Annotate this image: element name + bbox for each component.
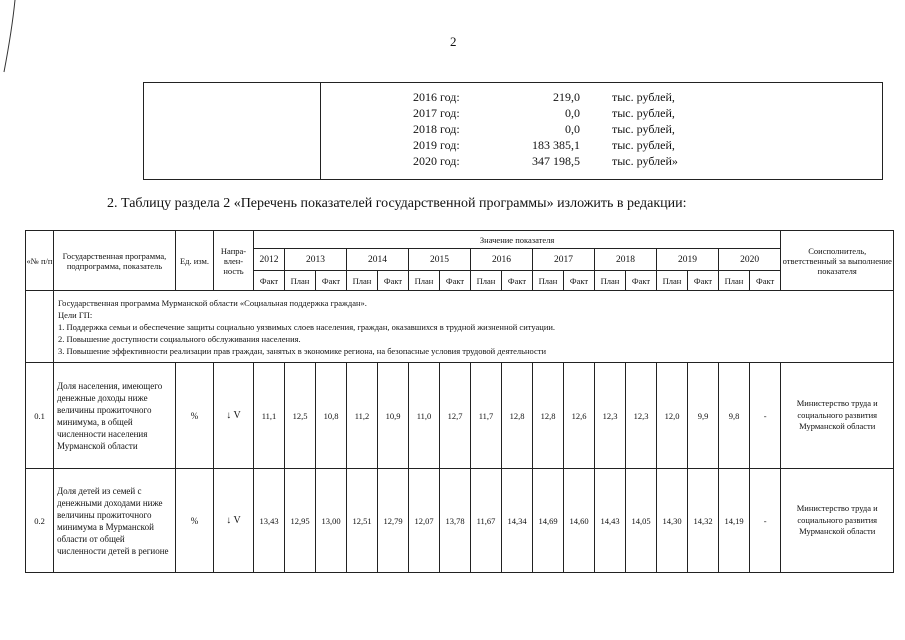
row-executor: Министерство труда и социального развития Мурманской области <box>781 363 894 469</box>
year-header: 2013 <box>285 249 347 271</box>
plan-header: План <box>595 271 626 291</box>
plan-header: План <box>471 271 502 291</box>
value-cell: 11,67 <box>471 469 502 573</box>
budget-line <box>413 121 882 137</box>
value-cell: 14,69 <box>533 469 564 573</box>
program-block <box>54 291 894 363</box>
direction-arrow-icon: ↓ V <box>214 363 254 469</box>
budget-empty-cell <box>144 83 321 180</box>
value-cell: - <box>750 363 781 469</box>
budget-line <box>413 137 882 153</box>
fact-header: Факт <box>688 271 719 291</box>
value-cell: 11,7 <box>471 363 502 469</box>
value-cell: 14,30 <box>657 469 688 573</box>
budget-line <box>413 89 882 105</box>
budget-unit: тыс. рублей, <box>612 122 675 136</box>
program-goal: 3. Повышение эффективности реализации прав граждан, занятых в экономике региона, на безопасные условия трудовой деятельности <box>58 345 547 356</box>
header-direction: Напра-влен-ность <box>214 231 254 291</box>
direction-arrow-icon: ↓ V <box>214 469 254 573</box>
value-cell: 12,7 <box>440 363 471 469</box>
value-cell: 13,00 <box>316 469 347 573</box>
budget-values-cell <box>321 83 883 180</box>
header-name: Государственная программа, подпрограмма, показатель <box>54 231 176 291</box>
fact-header: Факт <box>378 271 409 291</box>
value-cell: 12,51 <box>347 469 378 573</box>
budget-year: 2020 год: <box>413 154 460 168</box>
value-cell: 12,07 <box>409 469 440 573</box>
budget-line <box>413 105 882 121</box>
value-cell: 13,43 <box>254 469 285 573</box>
program-goal: 2. Повышение доступности социального обслуживания населения. <box>58 333 301 344</box>
value-cell: 12,79 <box>378 469 409 573</box>
budget-year: 2019 год: <box>413 138 460 152</box>
fact-header: Факт <box>502 271 533 291</box>
value-cell: 13,78 <box>440 469 471 573</box>
budget-value: 0,0 <box>565 106 580 120</box>
plan-header: План <box>657 271 688 291</box>
row-name: Доля населения, имеющего денежные доходы ниже величины прожиточного минимума, в общей численности населения Мурманской области <box>54 363 176 469</box>
year-header: 2020 <box>719 249 781 271</box>
plan-header: План <box>533 271 564 291</box>
program-goals-label: Цели ГП: <box>58 309 93 320</box>
budget-year: 2016 год: <box>413 90 460 104</box>
value-cell: 11,0 <box>409 363 440 469</box>
value-cell: 9,9 <box>688 363 719 469</box>
value-cell: 12,8 <box>502 363 533 469</box>
value-cell: 12,3 <box>626 363 657 469</box>
fact-header: Факт <box>254 271 285 291</box>
row-executor: Министерство труда и социального развития Мурманской области <box>781 469 894 573</box>
value-cell: - <box>750 469 781 573</box>
value-cell: 12,5 <box>285 363 316 469</box>
year-header: 2014 <box>347 249 409 271</box>
value-cell: 12,3 <box>595 363 626 469</box>
fact-header: Факт <box>564 271 595 291</box>
budget-value: 219,0 <box>553 90 580 104</box>
year-header: 2018 <box>595 249 657 271</box>
budget-table <box>143 82 883 180</box>
budget-value: 183 385,1 <box>532 138 580 152</box>
value-cell: 14,43 <box>595 469 626 573</box>
value-cell: 11,2 <box>347 363 378 469</box>
row-unit: % <box>176 363 214 469</box>
scan-edge-line <box>0 0 20 80</box>
header-value-group: Значение показателя <box>254 231 781 249</box>
table-row <box>26 469 894 573</box>
budget-unit: тыс. рублей, <box>612 106 675 120</box>
year-header: 2016 <box>471 249 533 271</box>
fact-header: Факт <box>626 271 657 291</box>
value-cell: 14,32 <box>688 469 719 573</box>
header-executor: Соисполнитель, ответственный за выполнение показателя <box>781 231 894 291</box>
value-cell: 14,34 <box>502 469 533 573</box>
value-cell: 12,8 <box>533 363 564 469</box>
fact-header: Факт <box>440 271 471 291</box>
budget-year: 2018 год: <box>413 122 460 136</box>
plan-header: План <box>347 271 378 291</box>
page-number: 2 <box>450 34 457 49</box>
plan-header: План <box>285 271 316 291</box>
fact-header: Факт <box>750 271 781 291</box>
year-header: 2015 <box>409 249 471 271</box>
value-cell: 14,05 <box>626 469 657 573</box>
plan-header: План <box>409 271 440 291</box>
value-cell: 12,0 <box>657 363 688 469</box>
section-heading: 2. Таблицу раздела 2 «Перечень показателей государственной программы» изложить в редакции: <box>107 196 687 211</box>
row-unit: % <box>176 469 214 573</box>
header-num: «№ п/п <box>26 231 54 291</box>
program-num-cell <box>26 291 54 363</box>
year-header: 2012 <box>254 249 285 271</box>
row-num: 0.2 <box>26 469 54 573</box>
row-name: Доля детей из семей с денежными доходами ниже величины прожиточного минимума в Мурманской области от общей численности детей в регионе <box>54 469 176 573</box>
row-num: 0.1 <box>26 363 54 469</box>
value-cell: 14,60 <box>564 469 595 573</box>
budget-unit: тыс. рублей, <box>612 138 675 152</box>
year-header: 2017 <box>533 249 595 271</box>
table-row <box>26 363 894 469</box>
value-cell: 9,8 <box>719 363 750 469</box>
value-cell: 10,9 <box>378 363 409 469</box>
budget-unit: тыс. рублей, <box>612 90 675 104</box>
budget-year: 2017 год: <box>413 106 460 120</box>
indicators-table <box>25 230 894 573</box>
fact-header: Факт <box>316 271 347 291</box>
year-header: 2019 <box>657 249 719 271</box>
value-cell: 12,95 <box>285 469 316 573</box>
value-cell: 12,6 <box>564 363 595 469</box>
value-cell: 14,19 <box>719 469 750 573</box>
plan-header: План <box>719 271 750 291</box>
value-cell: 10,8 <box>316 363 347 469</box>
budget-line <box>413 153 882 169</box>
budget-value: 0,0 <box>565 122 580 136</box>
value-cell: 11,1 <box>254 363 285 469</box>
header-unit: Ед. изм. <box>176 231 214 291</box>
program-title: Государственная программа Мурманской области «Социальная поддержка граждан». <box>58 297 367 308</box>
program-goal: 1. Поддержка семьи и обеспечение защиты социально уязвимых слоев населения, граждан, оказавшихся в трудной жизненной ситуации. <box>58 321 556 332</box>
budget-unit: тыс. рублей» <box>612 154 678 168</box>
budget-value: 347 198,5 <box>532 154 580 168</box>
